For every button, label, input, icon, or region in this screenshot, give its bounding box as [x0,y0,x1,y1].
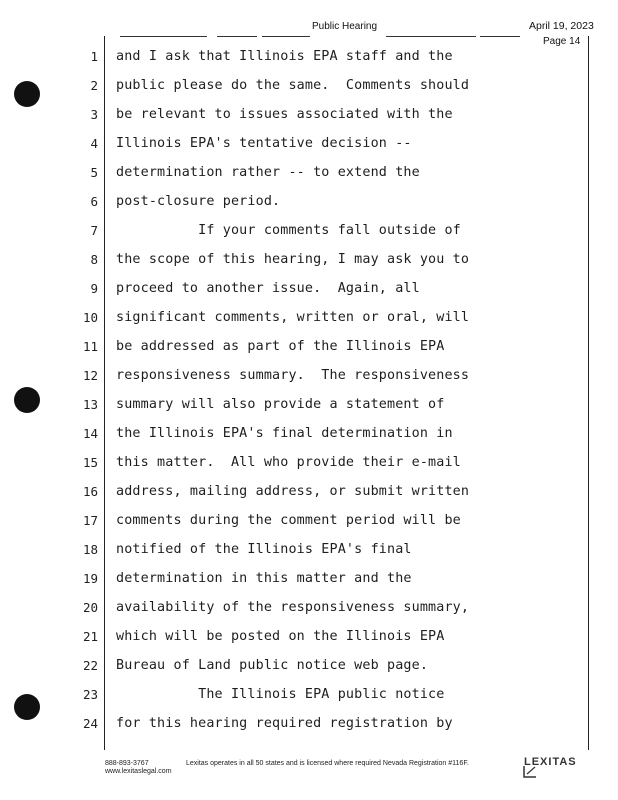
line-number: 6 [90,194,98,209]
line-number: 3 [90,107,98,122]
transcript-line: post-closure period. [116,194,281,209]
transcript-line: the Illinois EPA's final determination in [116,426,453,441]
line-number: 5 [90,165,98,180]
line-number: 15 [82,455,98,470]
line-number: 2 [90,78,98,93]
line-number: 18 [82,542,98,557]
line-number: 14 [82,426,98,441]
line-number: 13 [82,397,98,412]
page-number: Page 14 [543,36,581,47]
line-numbers [62,42,98,738]
line-number: 20 [82,600,98,615]
transcript-line: public please do the same. Comments should [116,78,470,93]
transcript-line: notified of the Illinois EPA's final [116,542,412,557]
header-date: April 19, 2023 [529,20,594,32]
transcript-line: determination in this matter and the [116,571,412,586]
transcript-body [116,42,581,738]
transcript-line: responsiveness summary. The responsiveness [116,368,470,383]
line-number: 21 [82,629,98,644]
transcript-line: proceed to another issue. Again, all [116,281,420,296]
transcript-line: the scope of this hearing, I may ask you to [116,252,470,267]
line-number: 16 [82,484,98,499]
transcript-line: summary will also provide a statement of [116,397,445,412]
transcript-line: Bureau of Land public notice web page. [116,658,429,673]
punch-hole-top [14,81,40,107]
transcript-line: The Illinois EPA public notice [116,687,445,702]
punch-hole-middle [14,387,40,413]
brand-logo-text: LEXITAS [524,756,577,768]
transcript-line: this matter. All who provide their e-mail [116,455,461,470]
line-number: 12 [82,368,98,383]
transcript-line: comments during the comment period will be [116,513,461,528]
line-number: 19 [82,571,98,586]
transcript-line: address, mailing address, or submit written [116,484,470,499]
line-number: 22 [82,658,98,673]
footer-website: www.lexitaslegal.com [105,768,172,775]
footer-contact [105,760,172,776]
transcript-line: for this hearing required registration by [116,716,453,731]
brand-logo-mark [523,766,537,778]
transcript-line: be addressed as part of the Illinois EPA [116,339,445,354]
header-title: Public Hearing [312,21,378,32]
line-number: 10 [82,310,98,325]
punch-hole-bottom [14,694,40,720]
line-number: 7 [90,223,98,238]
footer-notice: Lexitas operates in all 50 states and is licensed where required Nevada Registration #116F. [186,760,469,767]
transcript-line: availability of the responsiveness summary, [116,600,470,615]
line-number: 9 [90,281,98,296]
transcript-line: Illinois EPA's tentative decision -- [116,136,412,151]
footer-phone: 888-893-3767 [105,760,149,767]
transcript-line: which will be posted on the Illinois EPA [116,629,445,644]
line-number: 1 [90,49,98,64]
line-number: 24 [82,716,98,731]
line-number: 23 [82,687,98,702]
transcript-line: significant comments, written or oral, will [116,310,470,325]
line-number: 17 [82,513,98,528]
transcript-line: be relevant to issues associated with the [116,107,453,122]
transcript-line: and I ask that Illinois EPA staff and the [116,49,453,64]
transcript-line: determination rather -- to extend the [116,165,420,180]
line-number: 4 [90,136,98,151]
line-number: 11 [82,339,98,354]
transcript-line: If your comments fall outside of [116,223,461,238]
line-number: 8 [90,252,98,267]
